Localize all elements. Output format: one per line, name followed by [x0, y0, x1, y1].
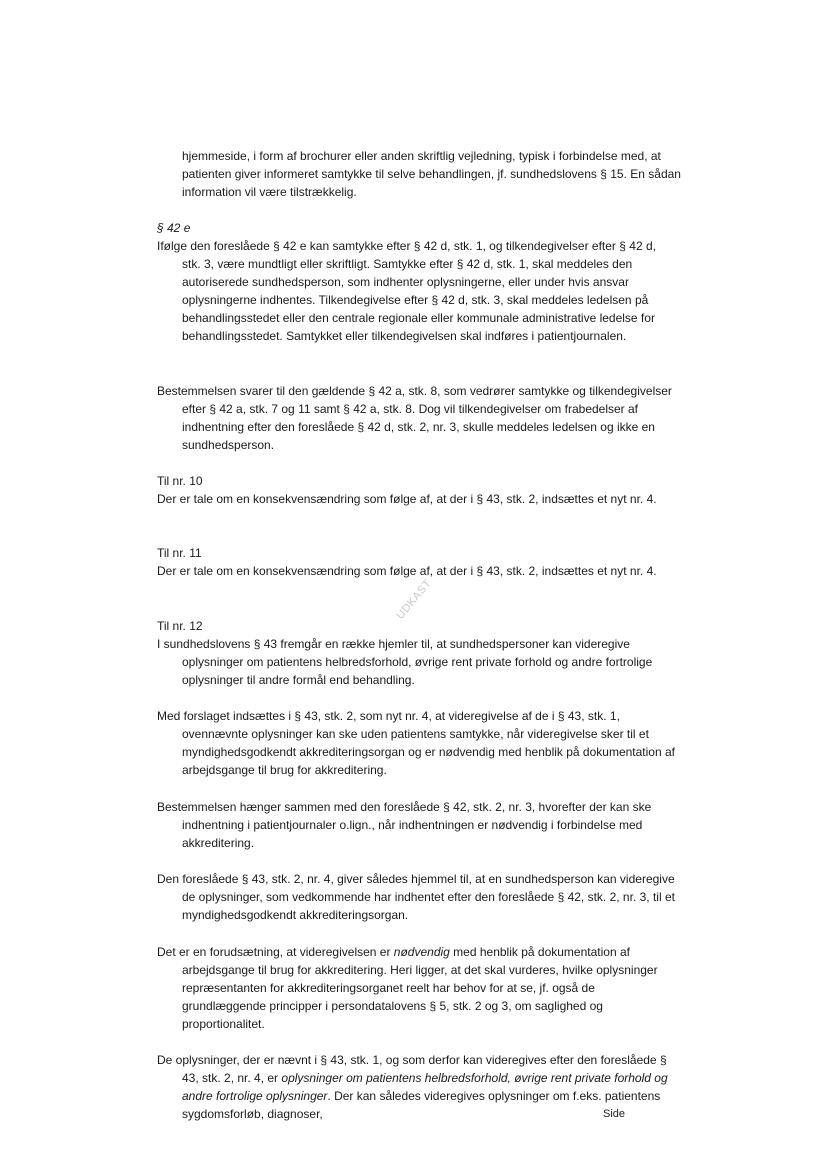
section-nr11 — [157, 544, 677, 580]
nr12-paragraph-2 — [157, 707, 677, 779]
section-heading: Til nr. 12 — [157, 619, 203, 633]
paragraph-text: Med forslaget indsættes i § 43, stk. 2, som nyt nr. 4, at videregivelse af de i § 43, stk. 1, ovennævnte oplysninger kan ske uden patientens samtykke, når videregivelse sker til et myndighedsgodkendt akkrediteringsorgan og er nødvendig med henblik på dokumentation af arbejdsgange til brug for akkreditering. — [157, 709, 675, 777]
paragraph-text: Bestemmelsen hænger sammen med den foreslåede § 42, stk. 2, nr. 3, hvorefter der kan ske indhentning i patientjournaler o.lign., når indhentningen er nødvendig i forbindelse med akkreditering. — [157, 800, 652, 850]
section-nr10 — [157, 472, 677, 508]
continuation-paragraph — [157, 147, 702, 201]
paragraph-text: Der er tale om en konsekvensændring som følge af, at der i § 43, stk. 2, indsættes et nyt nr. 4. — [157, 564, 657, 578]
paragraph-text: Der er tale om en konsekvensændring som følge af, at der i § 43, stk. 2, indsættes et nyt nr. 4. — [157, 492, 657, 506]
paragraph-text: Den foreslåede § 43, stk. 2, nr. 4, giver således hjemmel til, at en sundhedsperson kan videregive de oplysninger, som vedkommende har indhentet efter den foreslåede § 42, stk. 2, nr. 3, til et myndighedsgodkendt akkrediteringsorgan. — [157, 872, 675, 922]
paragraph-text: hjemmeside, i form af brochurer eller anden skriftlig vejledning, typisk i forbindelse med, at patienten giver informeret samtykke til selve behandlingen, jf. sundhedslovens § 15. En sådan information vil være tilstrækkelig. — [182, 149, 681, 199]
paragraph-text: Ifølge den foreslåede § 42 e kan samtykke efter § 42 d, stk. 1, og tilkendegivelser efter § 42 d, stk. 3, være mundtligt eller skriftligt. Samtykke efter § 42 d, stk. 1, skal meddeles den autoriserede sundhedsperson, som indhenter oplysningerne, eller under hvis ansvar oplysningerne indhentes. Tilkendegivelse efter § 42 d, stk. 3, skal meddeles ledelsen på behandlingsstedet eller den centrale regionale eller kommunale administrative ledelse for behandlingsstedet. Samtykket eller tilkendegivelsen skal indføres i patientjournalen. — [157, 239, 656, 343]
emphasis-text: oplysninger om patientens helbredsforhold, øvrige rent private forhold og andre fortrolige oplysninger — [182, 1071, 668, 1103]
nr12-paragraph-3 — [157, 798, 677, 852]
paragraph-text — [157, 1051, 677, 1123]
text-run: De oplysninger, der er nævnt i § 43, stk. 1, og som derfor kan videregives efter den foreslåede § 43, stk. 2, nr. 4, er — [157, 1053, 667, 1085]
page-label: Side — [603, 1108, 626, 1120]
emphasis-text: nødvendig — [393, 945, 450, 959]
text-run: Det er en forudsætning, at videregivelsen er — [157, 945, 394, 959]
section-heading: Til nr. 11 — [157, 546, 202, 560]
draft-watermark: UDKAST — [394, 577, 435, 622]
section-nr12 — [157, 617, 677, 689]
nr12-paragraph-5 — [157, 943, 677, 1033]
nr12-paragraph-4 — [157, 870, 677, 924]
section-heading: Til nr. 10 — [157, 474, 203, 488]
section-42e-paragraph-2 — [157, 382, 677, 454]
nr12-paragraph-6 — [157, 1051, 677, 1123]
section-42e — [157, 219, 677, 345]
paragraph-text: Bestemmelsen svarer til den gældende § 42 a, stk. 8, som vedrører samtykke og tilkendegivelser efter § 42 a, stk. 7 og 11 samt § 42 a, stk. 8. Dog vil tilkendegivelser om frabedelser af indhentning efter den foreslåede § 42 d, stk. 2, nr. 3, skulle meddeles ledelsen og ikke en sundhedsperson. — [157, 384, 672, 452]
paragraph-text: I sundhedslovens § 43 fremgår en række hjemler til, at sundhedspersoner kan videregive oplysninger om patientens helbredsforhold, øvrige rent private forhold og andre fortrolige oplysninger til andre formål end behandling. — [157, 637, 653, 687]
text-run: med henblik på dokumentation af arbejdsgange til brug for akkreditering. Heri ligger, at det skal vurderes, hvilke oplysninger repræsentanten for akkrediteringsorganet reelt har behov for at se, jf. også de grundlæggende principper i persondatalovens § 5, stk. 2 og 3, om saglighed og proportionalitet. — [182, 945, 658, 1031]
section-heading: § 42 e — [157, 221, 191, 235]
paragraph-text — [157, 943, 677, 1033]
text-run: . Der kan således videregives oplysninger om f.eks. patientens sygdomsforløb, diagnoser, — [182, 1089, 661, 1121]
